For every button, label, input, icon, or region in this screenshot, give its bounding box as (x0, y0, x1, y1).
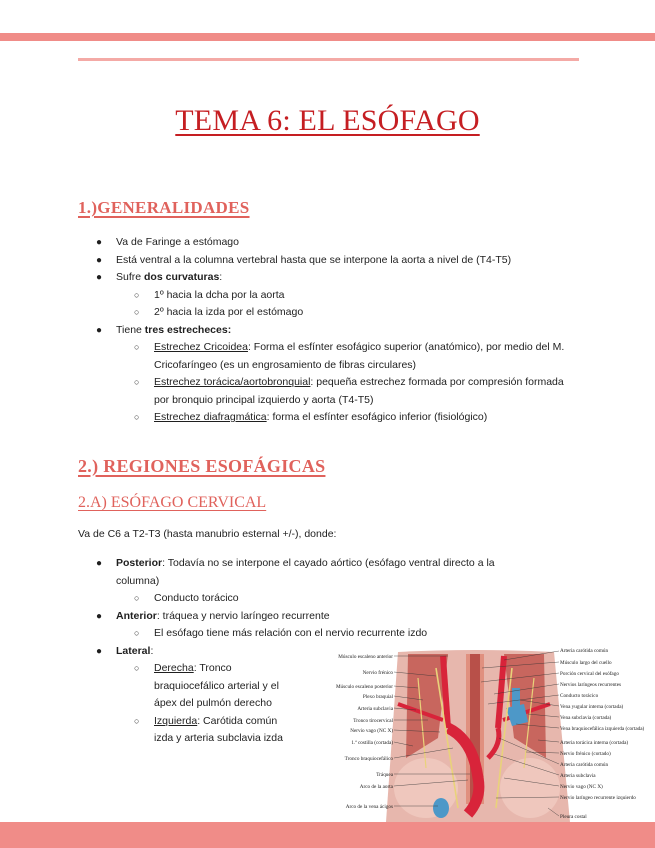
figure-label: Nervio frénico (362, 670, 393, 676)
figure-label: Músculo largo del cuello (560, 660, 612, 666)
sub-list-item: ○ Estrechez Cricoidea: Forma el esfínter esofágico superior (anatómico), por medio del M. Cricofaríngeo (es un engrosamiento de fibras circulares) (134, 341, 565, 371)
header-rule (78, 58, 579, 61)
sub-list-item: ○ 1º hacia la dcha por la aorta (0, 287, 574, 305)
sub-list-item: ○ Conducto torácico (0, 590, 655, 608)
list-item: ● Posterior: Todavía no se interpone el cayado aórtico (esófago ventral directo a la columna) (96, 557, 495, 587)
figure-label: Arco de la vena ácigos (345, 804, 393, 810)
list-item: ● Anterior: tráquea y nervio laríngeo recurrente (0, 608, 536, 626)
figure-label: Porción cervical del esófago (560, 671, 619, 677)
section-heading-regiones: 2.) REGIONES ESOFÁGICAS (78, 456, 326, 476)
figure-label: Plexo braquial (362, 694, 393, 700)
figure-label: Arteria carótida común (560, 648, 609, 654)
anatomy-illustration (298, 648, 655, 822)
bottom-accent-band (0, 822, 655, 848)
list-item: ● Tiene tres estrecheces: (0, 322, 655, 340)
figure-label: Arteria subclavia (560, 773, 596, 779)
bullet-icon: ● (96, 645, 103, 657)
sub-list-item: ○ Izquierda: Carótida común izda y arteria subclavia izda (134, 714, 283, 744)
circle-bullet-icon: ○ (134, 412, 140, 422)
sub-list-item: ○ Estrechez diafragmática: forma el esfínter esofágico inferior (fisiológico) (0, 409, 574, 427)
page-title: TEMA 6: EL ESÓFAGO (175, 104, 480, 137)
bullet-icon: ● (96, 237, 103, 248)
figure-artwork (386, 650, 570, 822)
intro-paragraph: Va de C6 a T2-T3 (hasta manubrio esternal +/-), donde: (78, 528, 337, 540)
figure-label: Nervio laríngeo recurrente izquierdo (560, 795, 636, 801)
bullet-icon: ● (96, 324, 103, 336)
list-item: ● Sufre dos curvaturas: (0, 269, 655, 287)
figure-right-labels (560, 648, 645, 820)
circle-bullet-icon: ○ (134, 377, 140, 387)
figure-label: Tronco braquiocefálico (344, 756, 393, 762)
figure-label: Pleura costal (560, 814, 587, 820)
figure-label: Arteria torácica interna (cortada) (560, 740, 629, 746)
circle-bullet-icon: ○ (134, 715, 140, 726)
circle-bullet-icon: ○ (134, 628, 140, 638)
bullet-icon: ● (96, 610, 103, 622)
figure-label: Músculo escaleno posterior (335, 684, 393, 690)
list-item: ● Está ventral a la columna vertebral hasta que se interpone la aorta a nivel de (T4-T5) (0, 252, 655, 270)
list-item: ● Va de Faringe a estómago (0, 234, 655, 252)
subsection-heading-cervical: 2.A) ESÓFAGO CERVICAL (78, 494, 267, 511)
figure-left-labels (336, 654, 394, 810)
sub-list-item: ○ El esófago tiene más relación con el nervio recurrente izdo (0, 625, 655, 643)
bullet-icon: ● (96, 272, 103, 283)
bullet-icon: ● (96, 558, 103, 569)
section-heading-generalidades: 1.)GENERALIDADES (78, 198, 250, 217)
figure-label: Nervio vago (NC X) (560, 784, 603, 790)
figure-label: Arteria subclavia (357, 706, 393, 712)
generalidades-list (0, 234, 655, 427)
figure-label: Arco de la aorta (359, 784, 393, 790)
figure-label: Nervio frénico (cortado) (560, 751, 611, 757)
sub-list-item: ○ 2º hacia la izda por el estómago (0, 304, 574, 322)
sub-list-item: ○ Estrechez torácica/aortobronquial: pequeña estrechez formada por compresión formada por bronquio principal izquierdo y aorta (T4-T5) (134, 376, 564, 406)
figure-label: Vena yugular interna (cortada) (560, 704, 624, 710)
figure-label: 1.ª costilla (cortada) (351, 740, 393, 746)
circle-bullet-icon: ○ (134, 307, 140, 317)
figure-label: Arteria carótida común (560, 762, 609, 768)
list-item: ● Lateral: (0, 643, 536, 661)
circle-bullet-icon: ○ (134, 593, 140, 603)
figure-label: Tronco tirocervical (353, 718, 393, 724)
figure-label: Vena braquiocefálica izquierda (cortada) (560, 726, 645, 732)
figure-label: Músculo escaleno anterior (338, 654, 393, 660)
figure-label: Conducto torácico (560, 693, 599, 699)
figure-label: Tráquea (376, 772, 393, 778)
figure-label: Nervios laríngeos recurrentes (560, 682, 622, 688)
figure-label: Vena subclavia (cortada) (560, 715, 612, 721)
sub-list-item: ○ Derecha: Tronco braquiocefálico arterial y el ápex del pulmón derecho (134, 662, 279, 709)
bullet-icon: ● (96, 254, 103, 266)
circle-bullet-icon: ○ (134, 289, 140, 300)
circle-bullet-icon: ○ (134, 342, 140, 352)
figure-label: Nervio vago (NC X) (350, 728, 393, 734)
circle-bullet-icon: ○ (134, 663, 140, 673)
top-accent-band (0, 33, 655, 41)
